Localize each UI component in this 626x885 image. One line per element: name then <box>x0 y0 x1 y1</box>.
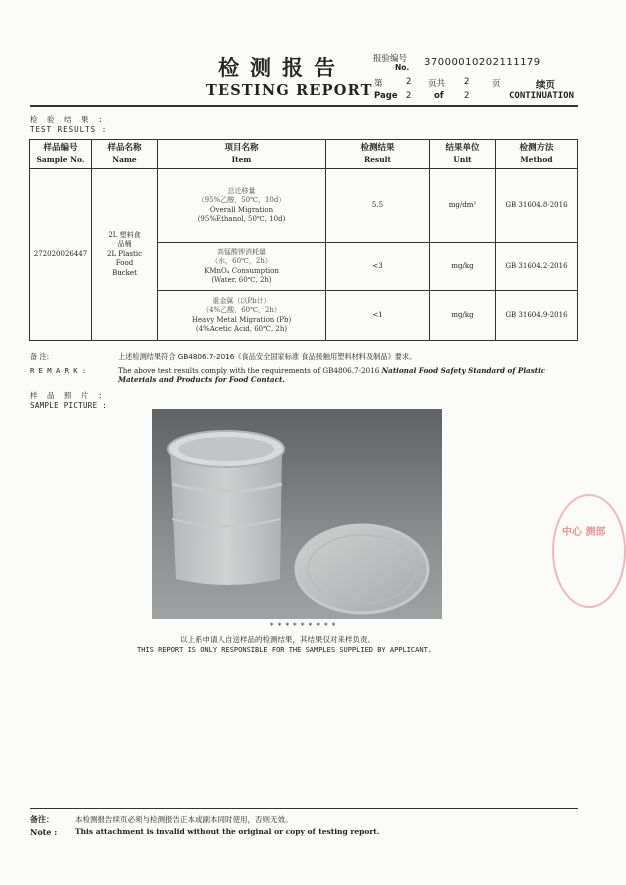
disclaimer-en: THIS REPORT IS ONLY RESPONSIBLE FOR THE SAMPLES SUPPLIED BY APPLICANT. <box>137 646 433 654</box>
unit-cell: mg/kg <box>430 291 496 341</box>
report-number: 37000010202111179 <box>424 57 541 68</box>
unit-cell: mg/dm² <box>430 169 496 243</box>
sample-photo <box>152 409 442 619</box>
disclaimer-cn: 以上系申请人自送样品的检测结果，其结果仅对来样负责。 <box>180 635 375 644</box>
title-en: TESTING REPORT <box>206 82 373 99</box>
page-total-en: 2 <box>464 91 470 101</box>
header-item: 项目名称 Item <box>158 140 326 169</box>
header-unit: 结果单位 Unit <box>430 140 496 169</box>
report-no-label-en: No. <box>395 63 410 72</box>
continued-cn: 续页 <box>536 80 556 91</box>
title-cn: 检测报告 <box>218 56 346 80</box>
table-row <box>30 169 578 243</box>
header-name: 样品名称 Name <box>92 140 158 169</box>
stars-line: * * * * * * * * * <box>270 622 337 630</box>
report-no-label-cn: 报验编号 <box>373 54 408 64</box>
item-cell: 总迁移量 （95%乙醇，50℃，10d） Overall Migration (95%Ethanol, 50℃, 10d) <box>158 169 326 243</box>
note-en: This attachment is invalid without the original or copy of testing report. <box>75 827 380 836</box>
page-total-label-cn: 页共 <box>428 79 446 89</box>
remark-label-cn: 备 注: <box>30 352 50 361</box>
result-cell: <1 <box>326 291 430 341</box>
item-cell: 高锰酸钾消耗量 （水，60℃，2h） KMnO₄ Consumption (Water, 60℃, 2h) <box>158 243 326 291</box>
note-cn: 本检测报告续页必须与检测报告正本或副本同时使用，否则无效。 <box>75 815 293 824</box>
table-header-row <box>30 140 578 169</box>
note-label-en: Note : <box>30 827 58 837</box>
header-divider <box>30 105 578 107</box>
page-label-cn: 第 <box>374 79 383 89</box>
result-cell: <3 <box>326 243 430 291</box>
of-label: of <box>434 91 444 101</box>
header-method: 检测方法 Method <box>496 140 578 169</box>
method-cell: GB 31604.9-2016 <box>496 291 578 341</box>
picture-label-en: SAMPLE PICTURE : <box>30 401 108 410</box>
bucket-illustration <box>152 409 442 619</box>
remark-label-en: R E M A R K : <box>30 366 87 375</box>
page-unit-cn: 页 <box>492 79 501 89</box>
page-current-en: 2 <box>406 91 412 101</box>
remark-text-en: The above test results comply with the requirements of GB4806.7-2016 National Food Safety Standard of Plastic Materials and Products for Food Contact. <box>118 366 546 384</box>
page-total-cn: 2 <box>464 77 470 87</box>
method-cell: GB 31604.8-2016 <box>496 169 578 243</box>
note-label-cn: 备注： <box>30 815 54 824</box>
header-sample-no: 样品编号 Sample No. <box>30 140 92 169</box>
unit-cell: mg/kg <box>430 243 496 291</box>
results-table <box>29 139 578 341</box>
footer-divider <box>30 808 578 809</box>
method-cell: GB 31604.2-2016 <box>496 243 578 291</box>
page-current-cn: 2 <box>406 77 412 87</box>
stamp-text: 中心 测部 <box>562 527 606 538</box>
results-label-cn: 检 验 结 果 : <box>30 115 106 124</box>
sample-name-cell: 2L 塑料食 品桶 2L Plastic Food Bucket <box>92 169 158 341</box>
page-label-en: Page <box>374 91 398 101</box>
red-stamp <box>552 494 626 608</box>
result-cell: 5.5 <box>326 169 430 243</box>
remark-text-cn: 上述检测结果符合 GB4806.7-2016《食品安全国家标准 食品接触用塑料材料及制品》要求。 <box>118 352 417 361</box>
picture-label-cn: 样 品 照 片 : <box>30 391 106 400</box>
continuation: CONTINUATION <box>509 91 575 101</box>
header-result: 检测结果 Result <box>326 140 430 169</box>
sample-no-cell: 272020026447 <box>30 169 92 341</box>
results-label-en: TEST RESULTS : <box>30 125 108 134</box>
item-cell: 重金属（以Pb计） （4%乙酸，60℃，2h） Heavy Metal Migration (Pb) (4%Acetic Acid, 60℃, 2h) <box>158 291 326 341</box>
